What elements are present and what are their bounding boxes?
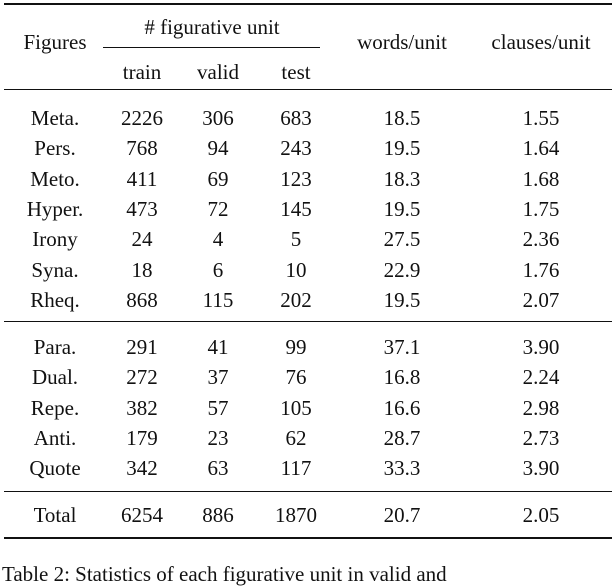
table-cell: 72 xyxy=(207,196,229,221)
table-cell: 76 xyxy=(285,365,307,390)
row-label: Para. xyxy=(33,335,77,359)
table-cell: 57 xyxy=(207,395,229,420)
table-cell: 16.8 xyxy=(383,365,421,390)
row-label: Meto. xyxy=(30,166,80,191)
table-cell: 24 xyxy=(131,227,153,252)
table-cell: 5 xyxy=(290,227,302,252)
table-cell: 4 xyxy=(212,227,224,252)
header-train: train xyxy=(122,60,162,84)
row-label: Total xyxy=(33,503,77,527)
header-clauses-per-unit: clauses/unit xyxy=(491,30,591,54)
mid-rule xyxy=(4,89,612,90)
table-cell: 123 xyxy=(280,166,312,191)
table-cell: 243 xyxy=(280,136,312,161)
table-cell: 1.64 xyxy=(522,136,560,161)
table-cell: 145 xyxy=(280,196,312,221)
table-cell: 768 xyxy=(126,136,158,161)
table-cell: 2.73 xyxy=(522,425,560,450)
group-underline xyxy=(103,47,320,48)
table-cell: 105 xyxy=(280,395,312,420)
table-cell: 2.24 xyxy=(522,365,560,390)
table-cell: 69 xyxy=(207,166,229,191)
table-cell: 10 xyxy=(285,257,307,282)
table-cell: 868 xyxy=(126,287,158,312)
table-cell: 37.1 xyxy=(383,335,421,359)
table-cell: 117 xyxy=(280,456,312,481)
table-cell: 291 xyxy=(126,335,158,359)
table-cell: 1.55 xyxy=(522,106,560,130)
row-label: Pers. xyxy=(34,136,76,161)
table-cell: 19.5 xyxy=(383,196,421,221)
table-cell: 99 xyxy=(285,335,307,359)
table-cell: 2.98 xyxy=(522,395,560,420)
total-rule xyxy=(4,491,612,492)
table-cell: 28.7 xyxy=(383,425,421,450)
table-cell: 18.5 xyxy=(383,106,421,130)
row-label: Rheq. xyxy=(30,287,80,312)
row-label: Meta. xyxy=(30,106,80,130)
table-cell: 41 xyxy=(207,335,229,359)
table-cell: 1.68 xyxy=(522,166,560,191)
table-cell: 382 xyxy=(126,395,158,420)
table-cell: 18 xyxy=(131,257,153,282)
table-cell: 473 xyxy=(126,196,158,221)
table-cell: 37 xyxy=(207,365,229,390)
table-cell: 2.36 xyxy=(522,227,560,252)
table-cell: 22.9 xyxy=(383,257,421,282)
header-valid: valid xyxy=(197,60,239,84)
table-cell: 20.7 xyxy=(383,503,421,527)
row-label: Syna. xyxy=(31,257,79,282)
table-cell: 94 xyxy=(207,136,229,161)
table-cell: 63 xyxy=(207,456,229,481)
table-cell: 27.5 xyxy=(383,227,421,252)
table-cell: 19.5 xyxy=(383,136,421,161)
table-cell: 202 xyxy=(280,287,312,312)
table-cell: 306 xyxy=(202,106,234,130)
table-cell: 33.3 xyxy=(383,456,421,481)
table-cell: 23 xyxy=(207,425,229,450)
table-cell: 2.07 xyxy=(522,287,560,312)
bottom-rule xyxy=(4,537,612,539)
table-cell: 1.76 xyxy=(522,257,560,282)
table-cell: 179 xyxy=(126,425,158,450)
header-test: test xyxy=(281,60,311,84)
header-figurative-unit: # figurative unit xyxy=(144,15,280,39)
table-cell: 18.3 xyxy=(383,166,421,191)
table-cell: 19.5 xyxy=(383,287,421,312)
table-cell: 62 xyxy=(285,425,307,450)
table-cell: 411 xyxy=(126,166,158,191)
row-label: Repe. xyxy=(30,395,80,420)
row-label: Hyper. xyxy=(26,196,84,221)
table-caption: Table 2: Statistics of each figurative unit in valid and xyxy=(2,562,447,586)
table-cell: 115 xyxy=(202,287,234,312)
row-label: Irony xyxy=(32,227,78,252)
header-figures: Figures xyxy=(23,30,87,54)
header-words-per-unit: words/unit xyxy=(357,30,447,54)
table-cell: 1870 xyxy=(275,503,317,527)
table-cell: 272 xyxy=(126,365,158,390)
table-cell: 2226 xyxy=(121,106,163,130)
table-cell: 3.90 xyxy=(522,456,560,481)
group-rule xyxy=(4,321,612,322)
top-rule xyxy=(4,3,612,5)
table-cell: 1.75 xyxy=(522,196,560,221)
table-cell: 683 xyxy=(280,106,312,130)
row-label: Anti. xyxy=(33,425,77,450)
table-cell: 3.90 xyxy=(522,335,560,359)
table-cell: 16.6 xyxy=(383,395,421,420)
table-cell: 2.05 xyxy=(522,503,560,527)
table-cell: 6 xyxy=(212,257,224,282)
table-cell: 6254 xyxy=(121,503,163,527)
row-label: Quote xyxy=(29,456,81,481)
table-cell: 342 xyxy=(126,456,158,481)
row-label: Dual. xyxy=(31,365,79,390)
table-cell: 886 xyxy=(202,503,234,527)
